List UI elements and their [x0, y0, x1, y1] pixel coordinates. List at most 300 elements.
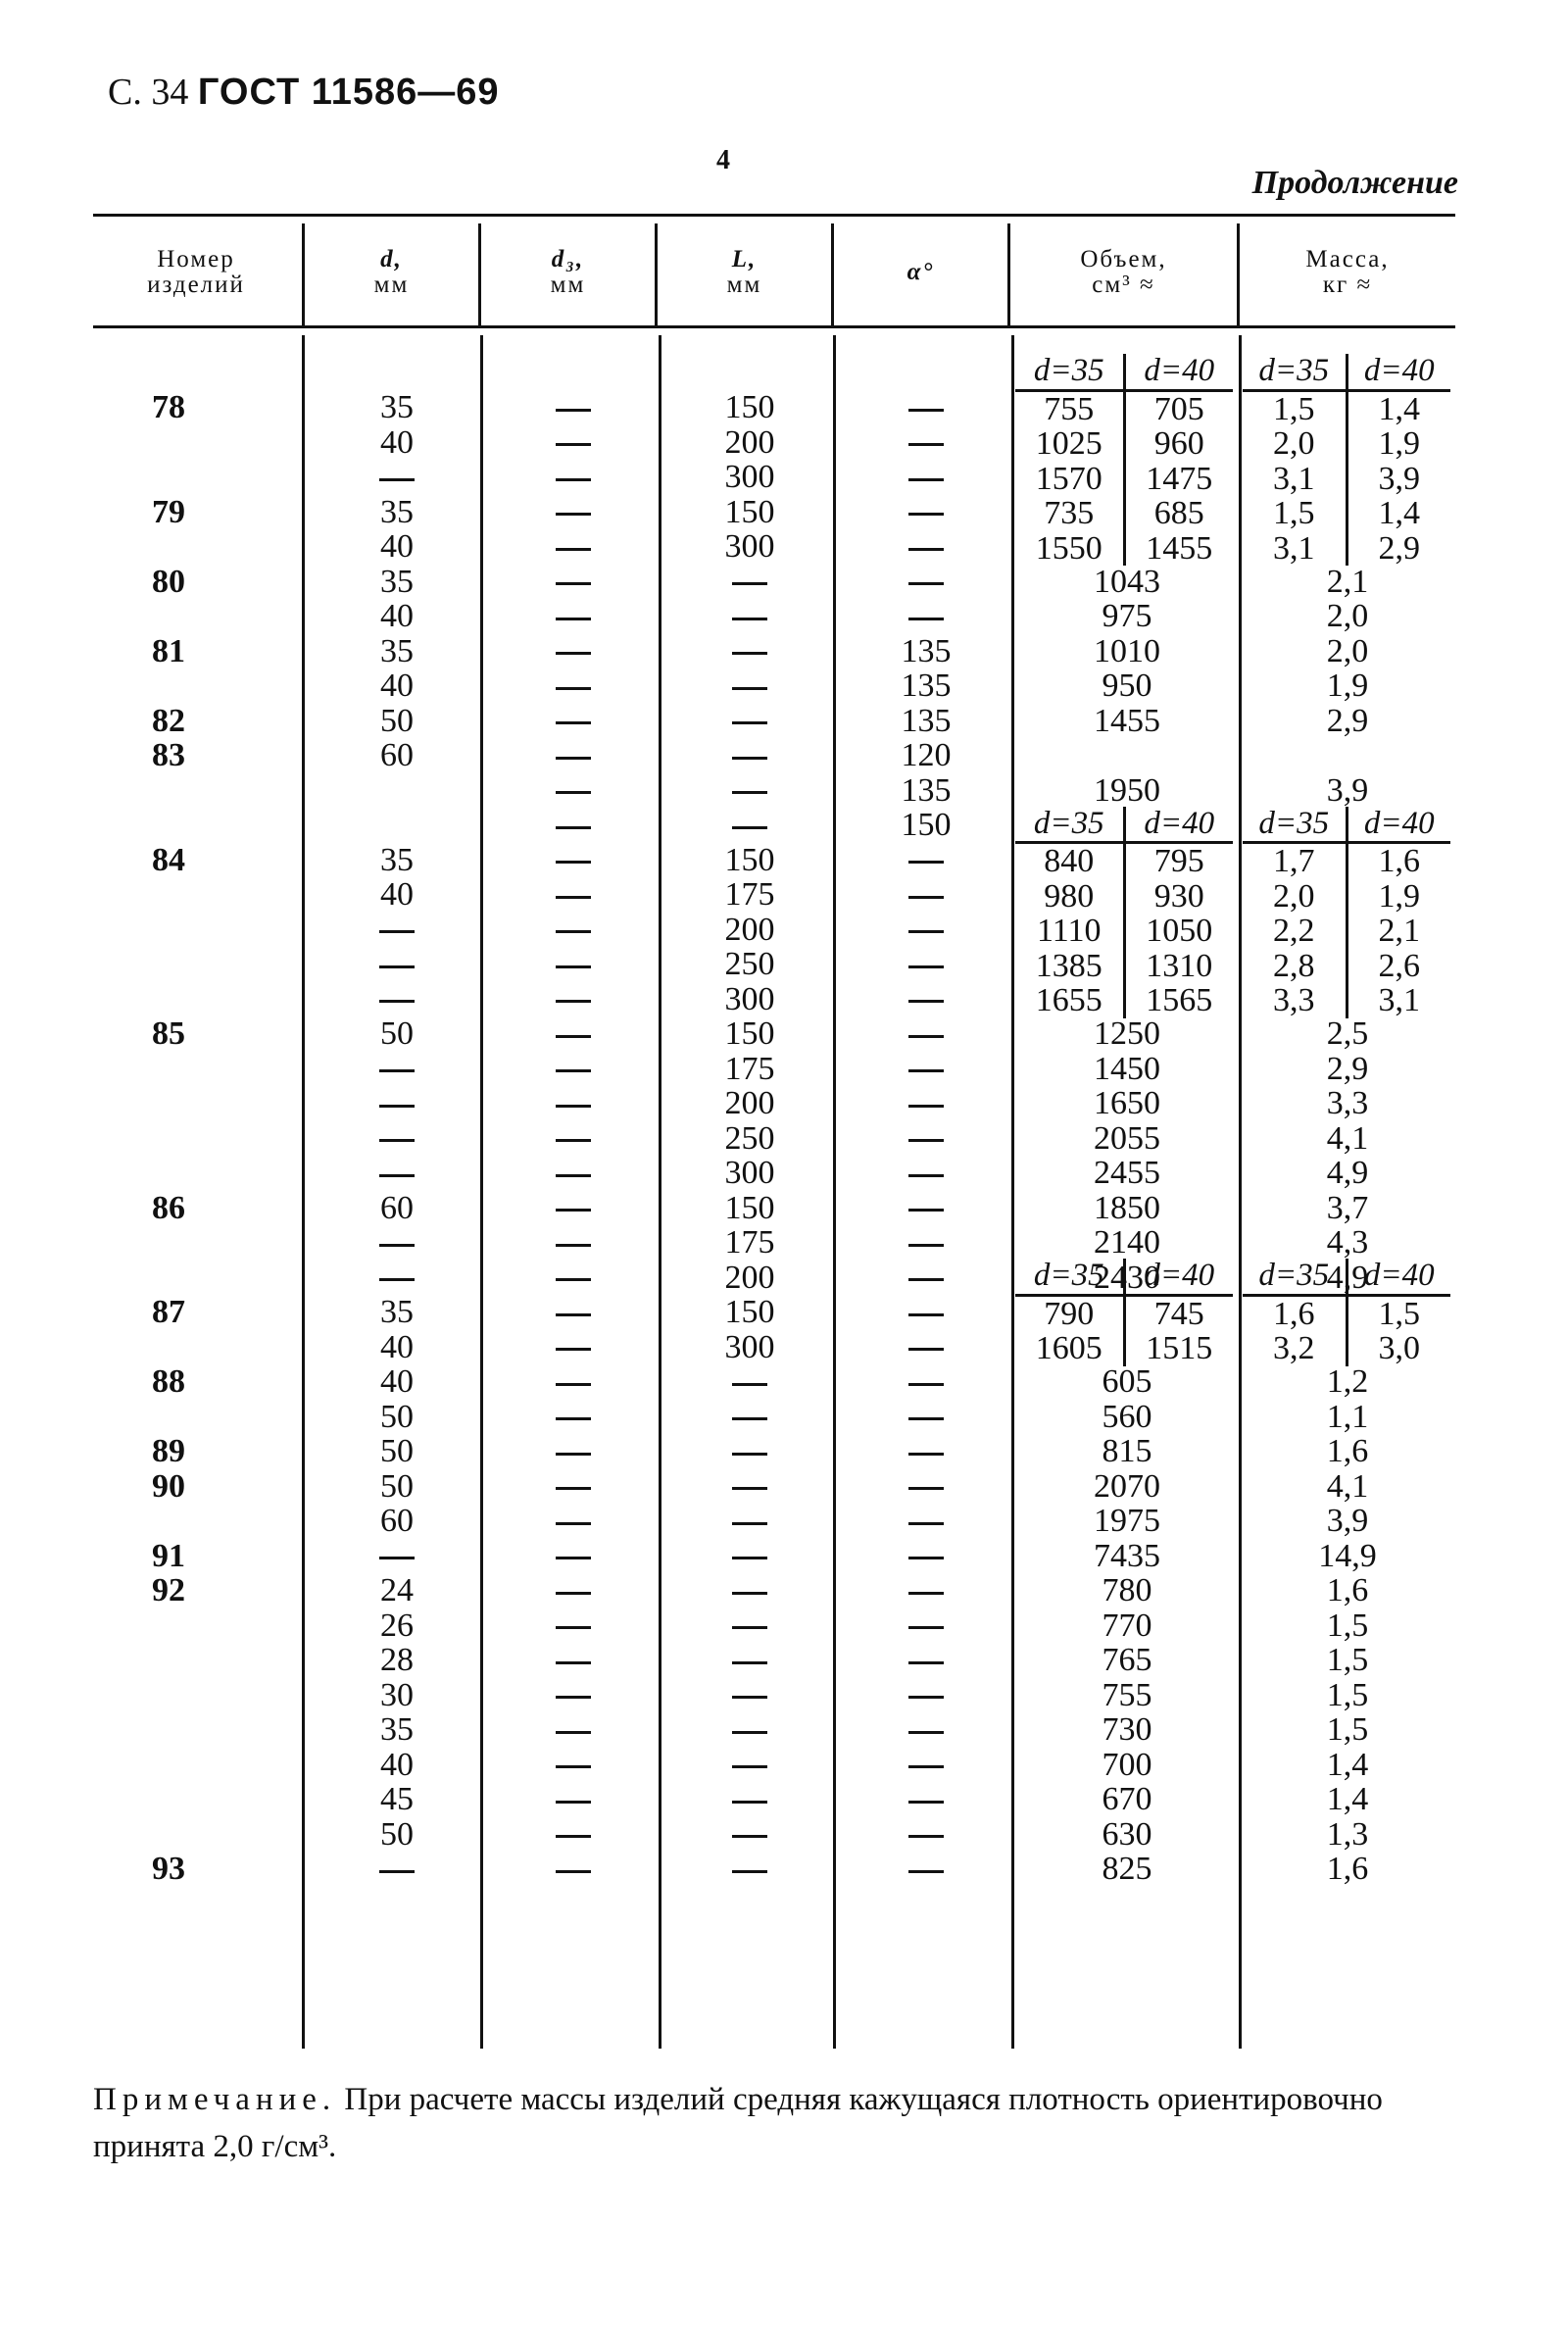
cell-a [877, 1817, 975, 1853]
cell-num: 88 [152, 1363, 185, 1400]
cell-L: 300 [724, 980, 775, 1017]
cell-d: 30 [380, 1676, 414, 1713]
col-header-d3-unit: мм [550, 272, 586, 298]
cell-L: 300 [724, 459, 775, 495]
cell-d: 26 [380, 1607, 414, 1644]
cell-d: 35 [380, 563, 414, 600]
cell-d [348, 1852, 446, 1887]
split-mass-cell: 1,6 [1243, 1295, 1347, 1331]
split-vol-cell: 795 [1153, 843, 1204, 879]
dash [732, 721, 767, 724]
cell-L [701, 634, 799, 669]
dash [556, 1453, 591, 1456]
split-vol-cell: 930 [1153, 877, 1204, 915]
cell-m: 3,3 [1326, 1085, 1369, 1121]
cell-a [877, 1608, 975, 1644]
cell-a [877, 1052, 975, 1087]
split-vol-cell: 685 [1153, 495, 1204, 531]
cell-v: 1975 [1094, 1503, 1160, 1539]
cell-a [877, 1225, 975, 1261]
cell-d: 35 [380, 389, 414, 425]
cell-L [701, 1608, 799, 1644]
cell-d3 [524, 1608, 622, 1644]
cell-d3 [524, 1817, 622, 1853]
dash [732, 1696, 767, 1699]
cell-a [877, 425, 975, 461]
cell-m: 4,1 [1326, 1119, 1369, 1157]
split-vol-cell: 790 [1015, 1295, 1124, 1331]
dash [379, 1244, 415, 1247]
cell-m: 1,6 [1326, 1433, 1369, 1469]
col-header-L [658, 247, 831, 298]
dash [556, 757, 591, 760]
col-divider [480, 335, 483, 2049]
split-mass-cell: 1,5 [1243, 496, 1347, 531]
cell-a [877, 913, 975, 948]
cell-a: 135 [901, 702, 952, 739]
cell-d3 [524, 1364, 622, 1400]
col-divider [833, 335, 836, 2049]
cell-L [701, 808, 799, 843]
split-vol-cell: 1515 [1146, 1330, 1213, 1366]
dash [556, 409, 591, 412]
dash [908, 1069, 944, 1072]
cell-L: 150 [724, 389, 775, 425]
cell-d3 [524, 704, 622, 739]
dash [908, 896, 944, 899]
cell-d3 [524, 1852, 622, 1887]
dash [908, 1313, 944, 1316]
dash [908, 1417, 944, 1420]
split-header: d=40 [1124, 807, 1233, 843]
cell-a [877, 565, 975, 600]
dash [556, 721, 591, 724]
cell-L: 150 [724, 841, 775, 878]
cell-v: 755 [1102, 1676, 1152, 1713]
dash [556, 1105, 591, 1108]
cell-a [877, 1712, 975, 1748]
dash [908, 1801, 944, 1804]
cell-d [348, 1539, 446, 1574]
split-mass-table [1243, 354, 1450, 566]
split-mass-cell: 3,0 [1378, 1330, 1420, 1366]
dash [732, 1417, 767, 1420]
col-header-volume [1010, 247, 1237, 298]
cell-L [701, 1504, 799, 1539]
cell-m: 1,9 [1326, 668, 1369, 704]
cell-a [877, 947, 975, 982]
dash [732, 791, 767, 794]
cell-m: 1,1 [1326, 1398, 1369, 1435]
cell-v: 1450 [1094, 1050, 1160, 1087]
dash [379, 478, 415, 481]
gost-number: ГОСТ 11586—69 [197, 72, 500, 113]
col-header-d3-symbol: d₃, [551, 246, 585, 272]
cell-L [701, 1748, 799, 1783]
cell-d: 28 [380, 1642, 414, 1678]
cell-d: 40 [380, 598, 414, 634]
cell-L [701, 1573, 799, 1608]
cell-m: 1,4 [1326, 1746, 1369, 1783]
cell-m: 2,9 [1326, 702, 1369, 739]
cell-d3 [524, 634, 622, 669]
cell-v: 825 [1102, 1851, 1152, 1887]
cell-L [701, 1434, 799, 1469]
cell-m: 1,5 [1326, 1607, 1369, 1644]
split-mass-cell: 1,9 [1378, 877, 1420, 915]
cell-m: 14,9 [1318, 1537, 1377, 1574]
dash [908, 513, 944, 516]
split-mass-cell: 2,9 [1378, 529, 1420, 567]
cell-num: 93 [152, 1851, 185, 1887]
cell-d: 50 [380, 1398, 414, 1435]
cell-num: 80 [152, 563, 185, 600]
split-mass-cell: 1,4 [1378, 390, 1420, 427]
cell-v: 1850 [1094, 1189, 1160, 1226]
col-header-alpha-symbol: α° [906, 259, 935, 285]
cell-v: 630 [1102, 1815, 1152, 1853]
dash [732, 652, 767, 655]
dash [732, 582, 767, 585]
cell-a [877, 1156, 975, 1191]
dash [556, 548, 591, 551]
cell-num: 87 [152, 1294, 185, 1330]
dash [908, 1139, 944, 1142]
split-vol-table [1015, 354, 1233, 566]
cell-d: 60 [380, 1503, 414, 1539]
cell-m: 2,0 [1326, 598, 1369, 634]
dash [732, 757, 767, 760]
cell-L: 200 [724, 423, 775, 461]
col-divider [302, 335, 305, 2049]
col-header-d3 [481, 247, 655, 298]
cell-a [877, 1678, 975, 1713]
cell-m: 1,5 [1326, 1676, 1369, 1713]
cell-a [877, 877, 975, 913]
cell-m: 3,9 [1326, 771, 1369, 809]
dash [732, 1487, 767, 1490]
dash [556, 1383, 591, 1386]
cell-a [877, 1295, 975, 1330]
split-vol-cell: 840 [1015, 843, 1124, 879]
dash [379, 1278, 415, 1281]
cell-d3 [524, 773, 622, 809]
cell-v: 560 [1102, 1398, 1152, 1435]
dash [556, 582, 591, 585]
cell-d3 [524, 1469, 622, 1505]
cell-d3 [524, 1261, 622, 1296]
cell-L: 150 [724, 1015, 775, 1052]
page-mark: 4 [716, 145, 730, 175]
dash [908, 1731, 944, 1734]
cell-d3 [524, 565, 622, 600]
dash [908, 965, 944, 968]
dash [732, 1661, 767, 1664]
dash [379, 1870, 415, 1873]
dash [732, 1383, 767, 1386]
split-header: d=35 [1243, 807, 1347, 843]
dash [556, 1139, 591, 1142]
split-header: d=35 [1015, 354, 1124, 390]
dash [556, 1487, 591, 1490]
page-header [108, 71, 500, 114]
dash [556, 1035, 591, 1038]
cell-num: 91 [152, 1537, 185, 1574]
dash [908, 1870, 944, 1873]
dash [908, 930, 944, 933]
cell-v: 770 [1102, 1607, 1152, 1644]
cell-a [877, 599, 975, 634]
cell-d: 35 [380, 1294, 414, 1330]
cell-a [877, 1434, 975, 1469]
cell-d [348, 1225, 446, 1261]
col-header-d-symbol: d, [380, 246, 403, 272]
dash [908, 1105, 944, 1108]
cell-d3 [524, 1573, 622, 1608]
cell-num: 85 [152, 1015, 185, 1052]
cell-m: 1,5 [1326, 1642, 1369, 1678]
split-mass-cell: 2,0 [1243, 879, 1347, 915]
dash [732, 1453, 767, 1456]
split-vol-cell: 1110 [1015, 914, 1124, 949]
split-mass-cell: 1,7 [1243, 843, 1347, 879]
cell-v: 780 [1102, 1572, 1152, 1608]
dash [556, 1661, 591, 1664]
cell-a [877, 1539, 975, 1574]
cell-d: 45 [380, 1781, 414, 1817]
cell-a [877, 1121, 975, 1157]
col-header-L-symbol: L, [731, 246, 758, 272]
split-mass-cell: 2,1 [1378, 913, 1420, 949]
split-vol-cell: 1310 [1146, 947, 1213, 984]
cell-L [701, 738, 799, 773]
split-mass-cell: 2,6 [1378, 947, 1420, 984]
cell-m: 2,0 [1326, 632, 1369, 669]
cell-d: 40 [380, 528, 414, 565]
cell-L: 150 [724, 493, 775, 530]
split-mass-cell: 1,5 [1378, 1295, 1420, 1332]
cell-a [877, 1782, 975, 1817]
cell-L [701, 1817, 799, 1853]
cell-num: 82 [152, 702, 185, 739]
col-header-mass-unit: кг ≈ [1322, 272, 1373, 298]
split-vol-cell: 1455 [1146, 529, 1213, 567]
dash [908, 1209, 944, 1212]
dash [556, 861, 591, 864]
cell-num: 89 [152, 1433, 185, 1469]
dash [556, 618, 591, 620]
dash [908, 1626, 944, 1629]
cell-v: 1010 [1094, 632, 1160, 669]
cell-a [877, 843, 975, 878]
cell-d3 [524, 1086, 622, 1121]
cell-a [877, 1469, 975, 1505]
cell-num: 78 [152, 389, 185, 425]
dash [908, 443, 944, 446]
dash [556, 687, 591, 690]
split-mass-cell: 3,1 [1243, 531, 1347, 567]
cell-d [348, 1156, 446, 1191]
split-vol-cell: 1570 [1015, 462, 1124, 497]
cell-num: 84 [152, 841, 185, 878]
cell-d: 50 [380, 1015, 414, 1052]
cell-m: 2,1 [1326, 563, 1369, 600]
dash [732, 1592, 767, 1595]
dash [556, 1835, 591, 1838]
cell-d3 [524, 1643, 622, 1678]
cell-L: 175 [724, 876, 775, 913]
split-header: d=40 [1124, 1259, 1233, 1295]
cell-L: 150 [724, 1294, 775, 1330]
dash [379, 965, 415, 968]
split-mass-table [1243, 807, 1450, 1018]
dash [556, 1626, 591, 1629]
cell-L [701, 773, 799, 809]
dash [908, 618, 944, 620]
split-vol-cell: 1050 [1146, 913, 1213, 949]
cell-d: 40 [380, 423, 414, 461]
split-vol-cell: 1025 [1015, 426, 1124, 462]
dash [732, 618, 767, 620]
cell-a [877, 1330, 975, 1365]
cell-m: 1,6 [1326, 1572, 1369, 1608]
col-header-mass-name: Масса, [1305, 246, 1390, 272]
cell-d: 40 [380, 668, 414, 704]
dash [732, 1557, 767, 1559]
cell-L: 200 [724, 911, 775, 948]
split-vol-cell: 745 [1153, 1295, 1204, 1332]
split-vol-cell: 735 [1015, 496, 1124, 531]
dash [556, 1000, 591, 1003]
split-vol-cell: 980 [1015, 879, 1124, 915]
dash [908, 861, 944, 864]
cell-v: 975 [1102, 598, 1152, 634]
split-header: d=35 [1015, 807, 1124, 843]
cell-L [701, 704, 799, 739]
cell-v: 2455 [1094, 1155, 1160, 1191]
dash [556, 1522, 591, 1525]
cell-d: 40 [380, 1363, 414, 1400]
cell-d [348, 1261, 446, 1296]
col-header-d-unit: мм [373, 272, 410, 298]
dash [732, 1731, 767, 1734]
split-header: d=35 [1243, 1259, 1347, 1295]
col-header-mass [1240, 247, 1455, 298]
dash [908, 1383, 944, 1386]
cell-num: 90 [152, 1467, 185, 1505]
cell-v: 7435 [1094, 1537, 1160, 1574]
cell-d: 35 [380, 632, 414, 669]
cell-d3 [524, 1400, 622, 1435]
cell-a [877, 390, 975, 425]
cell-d3 [524, 1504, 622, 1539]
dash [556, 652, 591, 655]
cell-L [701, 1712, 799, 1748]
cell-m: 3,7 [1326, 1189, 1369, 1226]
cell-d3 [524, 668, 622, 704]
dash [732, 687, 767, 690]
cell-L: 300 [724, 1155, 775, 1191]
cell-a [877, 1086, 975, 1121]
split-mass-cell: 1,9 [1378, 425, 1420, 462]
dash [556, 1278, 591, 1281]
dash [556, 930, 591, 933]
dash [908, 409, 944, 412]
cell-m: 3,9 [1326, 1503, 1369, 1539]
dash [908, 1522, 944, 1525]
dash [732, 1835, 767, 1838]
cell-v: 765 [1102, 1642, 1152, 1678]
col-header-d [305, 247, 478, 298]
cell-L [701, 1469, 799, 1505]
split-mass-table [1243, 1259, 1450, 1366]
cell-num: 86 [152, 1189, 185, 1226]
page-number: С. 34 [108, 72, 189, 113]
split-vol-table [1015, 1259, 1233, 1366]
cell-d [348, 982, 446, 1017]
cell-L: 175 [724, 1224, 775, 1261]
cell-v: 815 [1102, 1433, 1152, 1469]
cell-d3 [524, 1156, 622, 1191]
split-header: d=40 [1347, 1259, 1450, 1295]
cell-d: 24 [380, 1572, 414, 1608]
dash [556, 1417, 591, 1420]
split-vol-cell: 1565 [1146, 982, 1213, 1018]
cell-L: 300 [724, 1328, 775, 1365]
dash [908, 478, 944, 481]
cell-d3 [524, 1121, 622, 1157]
cell-d3 [524, 1434, 622, 1469]
cell-d3 [524, 913, 622, 948]
dash [908, 1348, 944, 1351]
split-vol-cell: 1475 [1146, 460, 1213, 497]
cell-a [877, 1504, 975, 1539]
cell-m: 4,1 [1326, 1467, 1369, 1505]
cell-d: 50 [380, 702, 414, 739]
dash [908, 1453, 944, 1456]
dash [556, 1696, 591, 1699]
split-mass-cell: 2,2 [1243, 914, 1347, 949]
col-header-alpha [834, 260, 1007, 285]
cell-a: 150 [901, 807, 952, 843]
cell-v: 950 [1102, 668, 1152, 704]
split-vol-table [1015, 807, 1233, 1018]
dash [908, 1696, 944, 1699]
dash [556, 1870, 591, 1873]
cell-v: 2140 [1094, 1224, 1160, 1261]
dash [556, 826, 591, 829]
cell-v: 605 [1102, 1363, 1152, 1400]
footnote [93, 2076, 1465, 2170]
cell-d3 [524, 599, 622, 634]
top-rule [93, 214, 1455, 217]
cell-L: 250 [724, 946, 775, 982]
cell-v: 1950 [1094, 771, 1160, 809]
cell-L [701, 1539, 799, 1574]
cell-d [348, 913, 446, 948]
col-header-volume-unit: см³ ≈ [1092, 272, 1155, 298]
cell-m: 1,6 [1326, 1851, 1369, 1887]
dash [379, 1139, 415, 1142]
cell-m: 1,3 [1326, 1815, 1369, 1853]
dash [908, 1244, 944, 1247]
split-mass-cell: 3,9 [1378, 460, 1420, 497]
dash [556, 478, 591, 481]
dash [908, 1000, 944, 1003]
dash [732, 1801, 767, 1804]
cell-d3 [524, 1678, 622, 1713]
cell-d: 40 [380, 1746, 414, 1783]
